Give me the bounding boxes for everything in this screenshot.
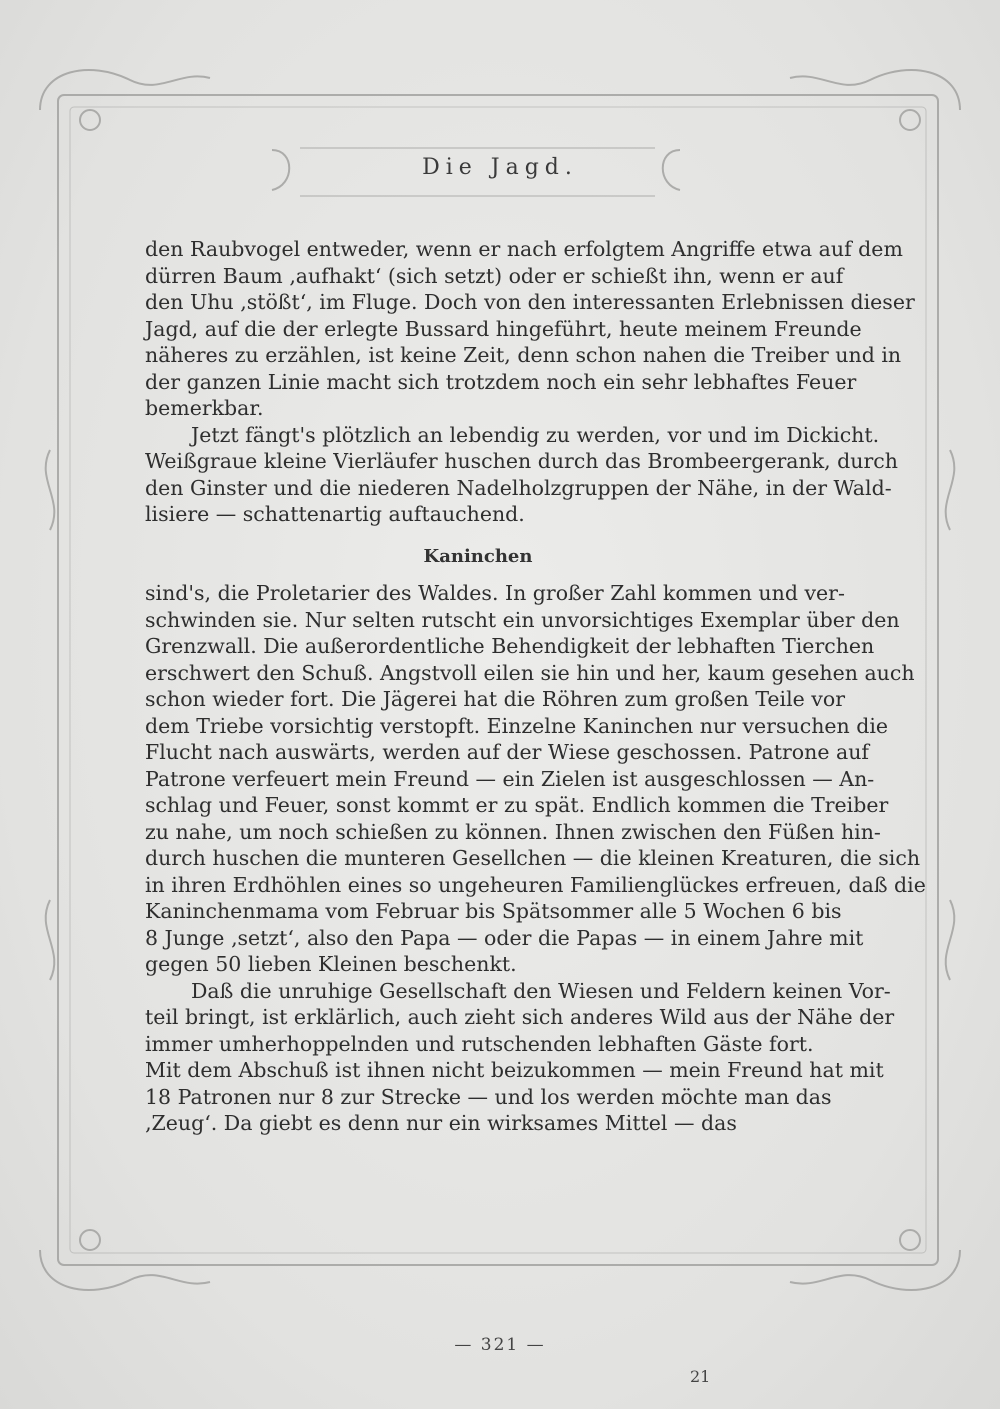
text-line: teil bringt, ist erklärlich, auch zieht sich anderes Wild aus der Nähe der — [145, 1005, 895, 1029]
text-line: sind's, die Proletarier des Waldes. In großer Zahl kommen und ver- — [145, 581, 845, 605]
text-line: immer umherhoppelnden und rutschenden lebhaften Gäste fort. — [145, 1031, 814, 1056]
paragraph-1 — [145, 236, 915, 422]
text-line: Weißgraue kleine Vierläufer huschen durch das Brombeergerank, durch — [145, 449, 898, 473]
text-line: dem Triebe vorsichtig verstopft. Einzelne Kaninchen nur versuchen die — [145, 713, 889, 738]
text-line: den Ginster und die niederen Nadelholzgruppen der Nähe, in der Wald- — [145, 475, 892, 500]
text-line: Daß die unruhige Gesellschaft den Wiesen und Feldern keinen Vor- — [191, 978, 891, 1003]
text-line: schwinden sie. Nur selten rutscht ein unvorsichtiges Exemplar über den — [145, 607, 900, 632]
paragraph-2 — [145, 422, 898, 528]
paragraph-3 — [145, 580, 926, 978]
text-line: durch huschen die munteren Gesellchen — die kleinen Kreaturen, die sich — [145, 846, 921, 870]
text-line: Mit dem Abschuß ist ihnen nicht beizukommen — mein Freund hat mit — [145, 1058, 884, 1082]
text-line: 18 Patronen nur 8 zur Strecke — und los werden möchte man das — [145, 1084, 832, 1109]
paragraph-4 — [145, 978, 895, 1137]
text-line: zu nahe, um noch schießen zu können. Ihnen zwischen den Füßen hin- — [145, 819, 881, 844]
text-line: bemerkbar. — [145, 396, 264, 420]
text-line: Patrone verfeuert mein Freund — ein Zielen ist ausgeschlossen — An- — [145, 766, 875, 791]
text-line: schlag und Feuer, sonst kommt er zu spät. Endlich kommen die Treiber — [145, 793, 889, 817]
text-line: gegen 50 lieben Kleinen beschenkt. — [145, 952, 517, 976]
text-line: der ganzen Linie macht sich trotzdem noch ein sehr lebhaftes Feuer — [145, 369, 857, 394]
text-line: in ihren Erdhöhlen eines so ungeheuren Familienglückes erfreuen, daß die — [145, 872, 926, 897]
text-line: Grenzwall. Die außerordentliche Behendigkeit der lebhaften Tierchen — [145, 634, 875, 658]
text-line: Jetzt fängt's plötzlich an lebendig zu werden, vor und im Dickicht. — [191, 422, 880, 447]
text-line: dürren Baum ‚aufhakt‘ (sich setzt) oder er schießt ihn, wenn er auf — [145, 263, 844, 288]
signature-mark: 21 — [690, 1367, 711, 1386]
text-line: näheres zu erzählen, ist keine Zeit, denn schon nahen die Treiber und in — [145, 343, 902, 367]
section-subheading: Kaninchen — [423, 545, 533, 567]
main-text — [145, 236, 926, 1137]
running-header: Die Jagd. — [422, 155, 578, 180]
text-line: ‚Zeug‘. Da giebt es denn nur ein wirksames Mittel — das — [145, 1111, 737, 1135]
text-line: den Raubvogel entweder, wenn er nach erfolgtem Angriffe etwa auf dem — [145, 237, 903, 261]
text-line: lisiere — schattenartig auftauchend. — [145, 502, 525, 526]
text-line: Jagd, auf die der erlegte Bussard hingeführt, heute meinem Freunde — [145, 316, 862, 341]
text-line: 8 Junge ‚setzt‘, also den Papa — oder die Papas — in einem Jahre mit — [145, 925, 864, 950]
text-line: schon wieder fort. Die Jägerei hat die Röhren zum großen Teile vor — [145, 687, 846, 711]
page-number: — 321 — — [454, 1335, 546, 1355]
text-line: Flucht nach auswärts, werden auf der Wiese geschossen. Patrone auf — [145, 740, 870, 764]
text-line: Kaninchenmama vom Februar bis Spätsommer alle 5 Wochen 6 bis — [145, 899, 842, 923]
text-line: erschwert den Schuß. Angstvoll eilen sie hin und her, kaum gesehen auch — [145, 660, 915, 685]
text-line: den Uhu ‚stößt‘, im Fluge. Doch von den interessanten Erlebnissen dieser — [145, 290, 915, 314]
